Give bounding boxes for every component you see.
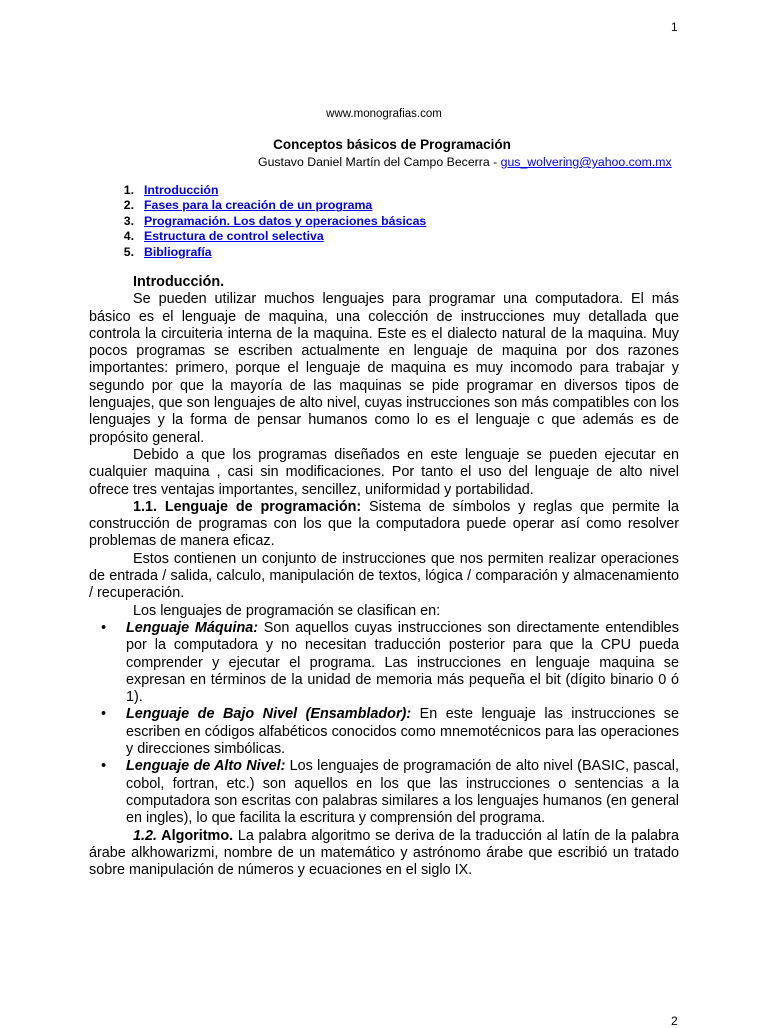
- toc-number: 4.: [123, 229, 134, 244]
- intro-paragraph-2: Debido a que los programas diseñados en este lenguaje se pueden ejecutar en cualquier maquina , casi sin modificaciones. Por tanto el uso del lenguaje de alto nivel ofrece tres ventajas importantes, sencillez, uniformidad y portabilidad.: [89, 446, 679, 498]
- section-1-1-heading: 1.1. Lenguaje de programación:: [133, 498, 362, 515]
- intro-heading: [89, 274, 679, 291]
- page-number-bottom: 2: [671, 1014, 678, 1028]
- bullet-item-alto-nivel: [89, 758, 679, 827]
- toc-item: [90, 183, 426, 198]
- author-line: [258, 155, 672, 169]
- bullet-item-bajo-nivel: [89, 706, 679, 758]
- author-email-link[interactable]: gus_wolvering@yahoo.com.mx: [500, 155, 672, 169]
- bullet-term: Lenguaje de Alto Nivel:: [126, 758, 286, 775]
- bullet-term: Lenguaje Máquina:: [126, 619, 259, 636]
- toc-item: [90, 214, 426, 229]
- table-of-contents: [90, 183, 426, 260]
- section-1-2-number: 1.2.: [133, 827, 158, 844]
- bullet-text: En este lenguaje las instrucciones se escriben en códigos alfabéticos conocidos como mnemotécnicos para las operaciones y direcciones simbólicas.: [126, 706, 679, 758]
- toc-item: [90, 229, 426, 244]
- bullet-icon: •: [101, 758, 107, 775]
- toc-link-bibliografia[interactable]: Bibliografía: [144, 244, 212, 259]
- toc-item: [90, 245, 426, 260]
- bullet-item-maquina: [89, 620, 679, 706]
- author-name: Gustavo Daniel Martín del Campo Becerra -: [258, 155, 501, 169]
- section-1-2-heading: Algoritmo.: [157, 827, 234, 844]
- section-1-2-paragraph: [89, 828, 679, 880]
- toc-link-fases[interactable]: Fases para la creación de un programa: [144, 198, 373, 213]
- toc-number: 3.: [123, 213, 134, 228]
- toc-item: [90, 198, 426, 213]
- bullet-icon: •: [101, 706, 107, 723]
- section-1-2-text: La palabra algoritmo se deriva de la traducción al latín de la palabra árabe alkhowarizmi, nombre de un matemático y astrónomo árabe que escribió un tratado sobre manipulación de números y ecuaciones en el siglo IX.: [89, 827, 679, 879]
- toc-link-introduccion[interactable]: Introducción: [144, 183, 219, 197]
- toc-link-estructura[interactable]: Estructura de control selectiva: [144, 229, 324, 244]
- bullet-text: Son aquellos cuyas instrucciones son directamente entendibles por la computadora y no necesitan traducción posterior para que la CPU pueda comprender y ejecutar el programa. Las instrucciones en lenguaje maquina se expresan en términos de la unidad de memoria más pequeña el bit (dígito binario 0 ó 1).: [126, 619, 679, 706]
- toc-number: 2.: [123, 198, 134, 213]
- section-1-1-paragraph-3: Los lenguajes de programación se clasifican en:: [133, 602, 441, 619]
- section-1-1-paragraph: [89, 499, 679, 551]
- intro-paragraph-1: Se pueden utilizar muchos lenguajes para programar una computadora. El más básico es el lenguaje de maquina, una colección de instrucciones muy detallada que controla la circuiteria interna de la maquina. Este es el dialecto natural de la maquina. Muy pocos programas se escriben actualmente en lenguaje de maquina por dos razones importantes: primero, porque el lenguaje de maquina es muy incomodo para trabajar y segundo por que la mayoría de las maquinas se pide programar en diversos tipos de lenguajes, que son lenguajes de alto nivel, cuyas instrucciones son más compatibles con los lenguajes y la forma de pensar humanos como lo es el lenguaje c que además es de propósito general.: [89, 291, 679, 446]
- page-number-top: 1: [671, 20, 678, 34]
- document-title: Conceptos básicos de Programación: [273, 137, 511, 152]
- bullet-text: Los lenguajes de programación de alto nivel (BASIC, pascal, cobol, fortran, etc.) son aquellos en los que las instrucciones o sentencias a la computadora son escritas con palabras similares a los lenguajes humanos (en general en ingles), lo que facilita la escritura y comprensión del programa.: [126, 758, 680, 827]
- section-1-1-text: Sistema de símbolos y reglas que permite la construcción de programas con los que la computadora puede operar así como resolver problemas de manera eficaz.: [89, 498, 679, 550]
- toc-link-programacion[interactable]: Programación. Los datos y operaciones básicas: [144, 213, 427, 228]
- document-body: [89, 274, 679, 879]
- site-url: www.monografias.com: [326, 108, 442, 120]
- bullet-term: Lenguaje de Bajo Nivel (Ensamblador):: [126, 706, 412, 723]
- intro-heading-text: Introducción.: [133, 274, 225, 290]
- toc-number: 5.: [123, 244, 134, 259]
- bullet-icon: •: [101, 619, 107, 636]
- section-1-1-paragraph-2: Estos contienen un conjunto de instrucciones que nos permiten realizar operaciones de entrada / salida, calculo, manipulación de textos, lógica / comparación y almacenamiento / recuperación.: [89, 550, 679, 602]
- toc-number: 1.: [123, 183, 134, 197]
